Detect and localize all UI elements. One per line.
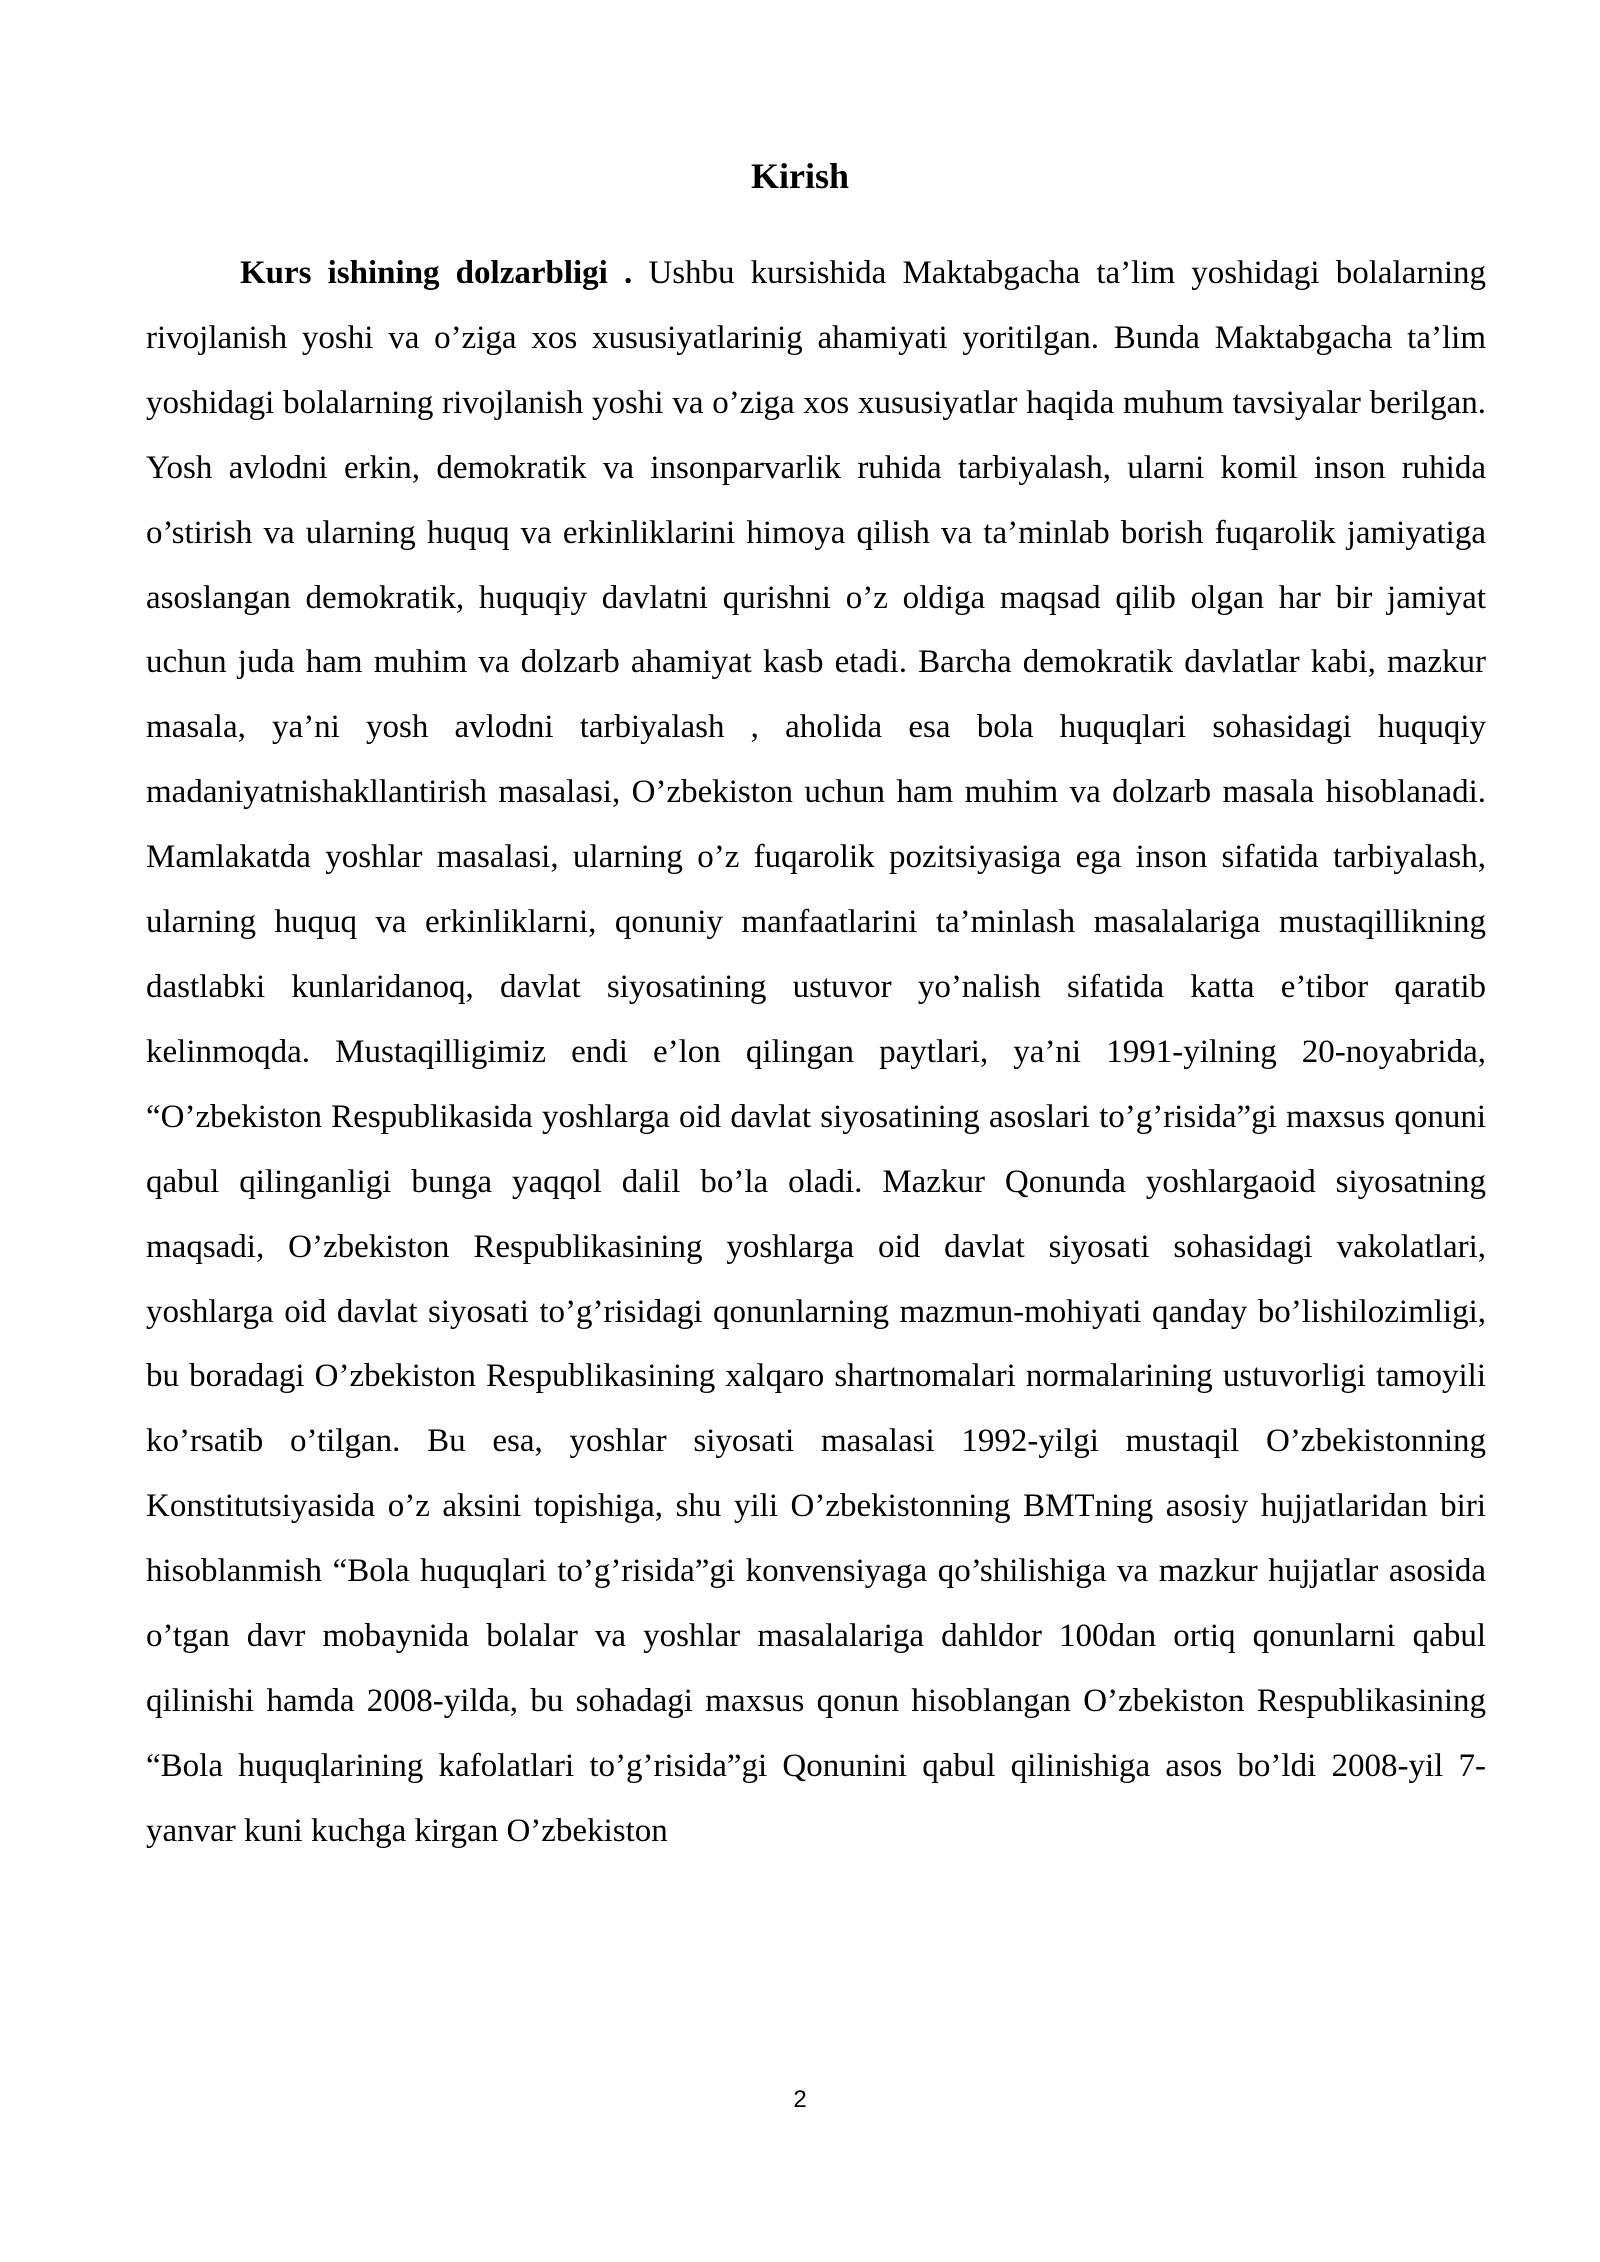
paragraph-text: Ushbu kursishida Maktabgacha ta’lim yoshidagi bolalarning rivojlanish yoshi va o’ziga xos xususiyatlarinig ahamiyati yoritilgan. Bunda Maktabgacha ta’lim yoshidagi bolalarning rivojlanish yoshi va o’ziga xos xususiyatlar haqida muhum tavsiyalar berilgan. Yosh avlodni erkin, demokratik va insonparvarlik ruhida tarbiyalash, ularni komil inson ruhida o’stirish va ularning huquq va erkinliklarini himoya qilish va ta’minlab borish fuqarolik jamiyatiga asoslangan demokratik, huquqiy davlatni qurishni o’z oldiga maqsad qilib olgan har bir jamiyat uchun juda ham muhim va dolzarb ahamiyat kasb etadi. Barcha demokratik davlatlar kabi, mazkur masala, ya’ni yosh avlodni tarbiyalash , aholida esa bola huquqlari sohasidagi huquqiy madaniyatnishakllantirish masalasi, O’zbekiston uchun ham muhim va dolzarb masala hisoblanadi. Mamlakatda yoshlar masalasi, ularning o’z fuqarolik pozitsiyasiga ega inson sifatida tarbiyalash, ularning huquq va erkinliklarni, qonuniy manfaatlarini ta’minlash masalalariga mustaqillikning dastlabki kunlaridanoq, davlat siyosatining ustuvor yo’nalish sifatida katta e’tibor qaratib kelinmoqda. Mustaqilligimiz endi e’lon qilingan paytlari, ya’ni 1991-yilning 20-noyabrida, “O’zbekiston Respublikasida yoshlarga oid davlat siyosatining asoslari to’g’risida”gi maxsus qonuni qabul qilinganligi bunga yaqqol dalil bo’la oladi. Mazkur Qonunda yoshlargaoid siyosatning maqsadi, O’zbekiston Respublikasining yoshlarga oid davlat siyosati sohasidagi vakolatlari, yoshlarga oid davlat siyosati to’g’risidagi qonunlarning mazmun-mohiyati qanday bo’lishilozimligi, bu boradagi O’zbekiston Respublikasining xalqaro shartnomalari normalarining ustuvorligi tamoyili ko’rsatib o’tilgan. Bu esa, yoshlar siyosati masalasi 1992-yilgi mustaqil O’zbekistonning Konstitutsiyasida o’z aksini topishiga, shu yili O’zbekistonning BMTning asosiy hujjatlaridan biri hisoblanmish “Bola huquqlari to’g’risida”gi konvensiyaga qo’shilishiga va mazkur hujjatlar asosida o’tgan davr mobaynida bolalar va yoshlar masalalariga dahldor 100dan ortiq qonunlarni qabul qilinishi hamda 2008-yilda, bu sohadagi maxsus qonun hisoblangan O’zbekiston Respublikasining “Bola huquqlarining kafolatlari to’g’risida”gi Qonunini qabul qilinishiga asos bo’ldi 2008-yil 7-yanvar kuni kuchga kirgan O’zbekiston — [146, 255, 1487, 1849]
page-number: 2 — [793, 2086, 807, 2113]
lead-label: Kurs ishining dolzarbligi . — [240, 255, 633, 291]
body-paragraph — [146, 241, 1486, 1864]
section-title: Kirish — [750, 156, 849, 196]
